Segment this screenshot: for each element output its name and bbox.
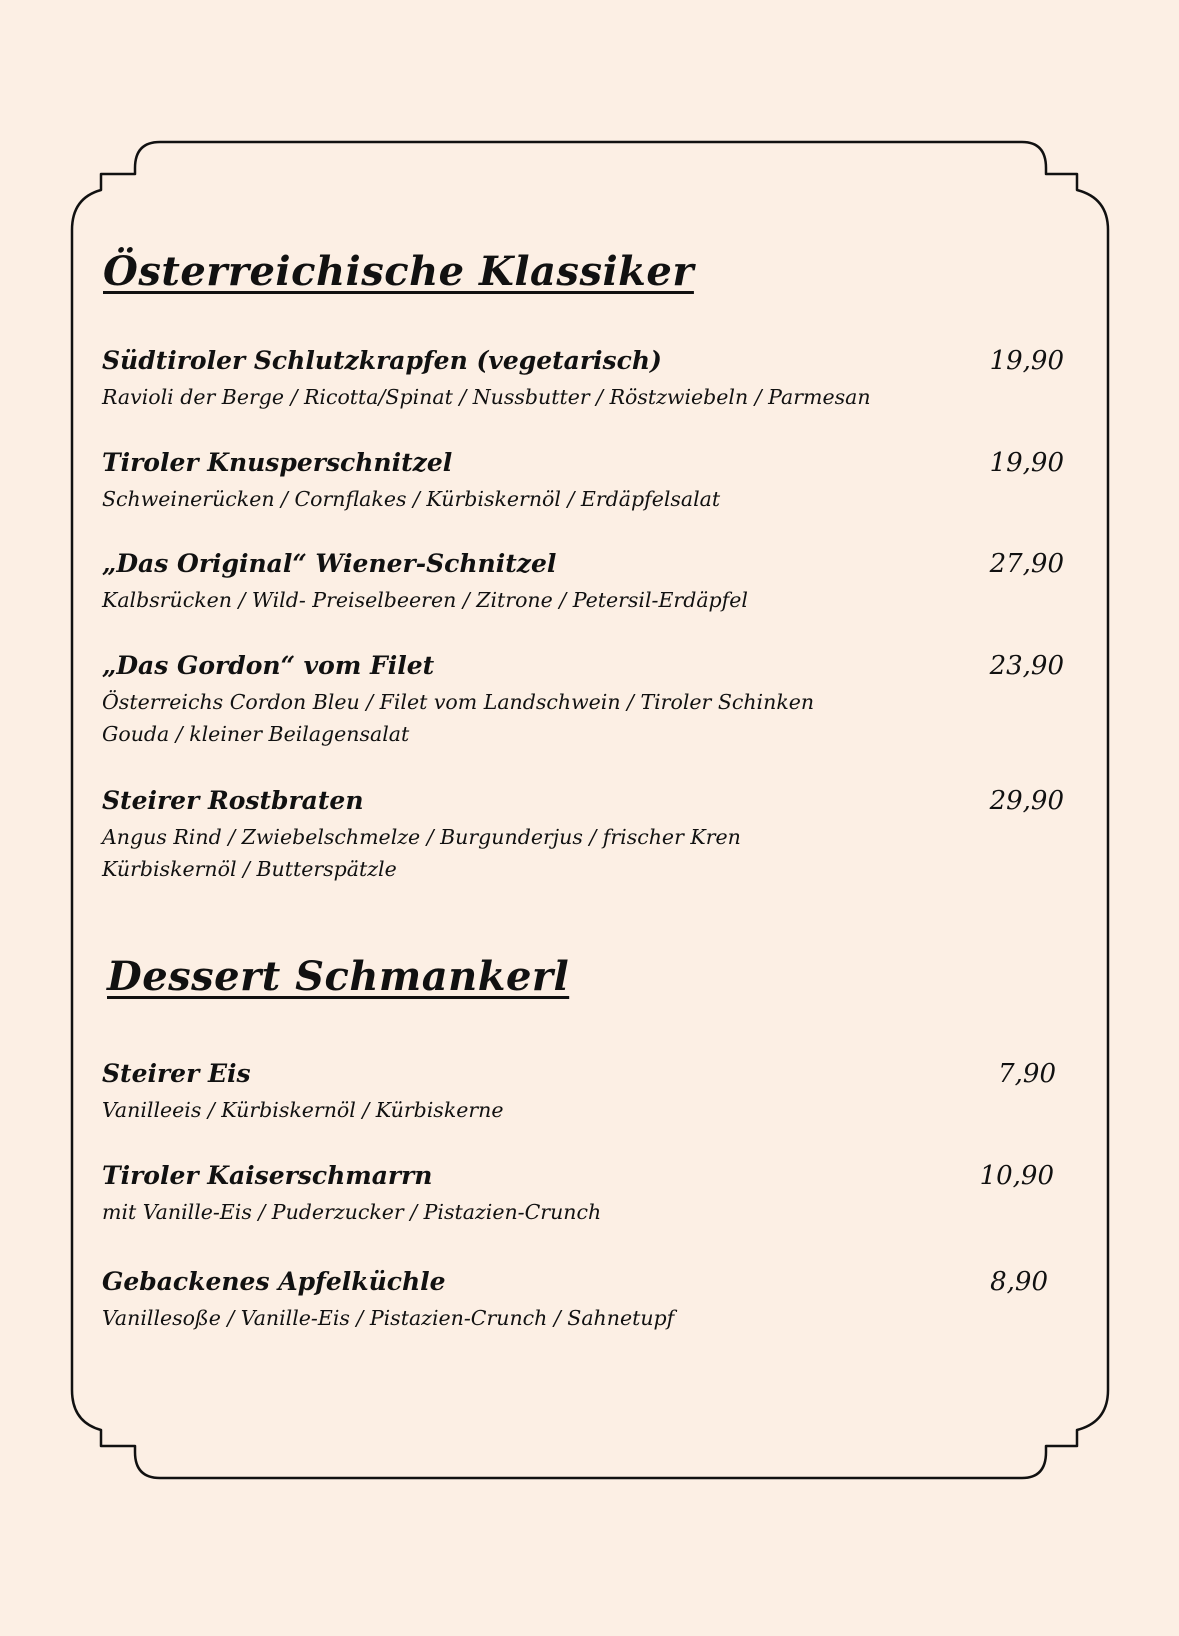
menu-item-description: Angus Rind / Zwiebelschmelze / Burgunderjus / frischer Kren — [102, 825, 741, 849]
menu-item-name: Gebackenes Apfelküchle — [102, 1267, 446, 1296]
menu-item-description: Kürbiskernöl / Butterspätzle — [102, 857, 397, 881]
menu-item-price: 29,90 — [989, 786, 1064, 816]
menu-item-description: Schweinerücken / Cornflakes / Kürbiskernöl / Erdäpfelsalat — [102, 487, 721, 511]
menu-item-price: 19,90 — [989, 346, 1064, 376]
menu-item-name: Steirer Eis — [102, 1059, 251, 1088]
menu-item-price: 23,90 — [989, 651, 1064, 681]
menu-item-price: 27,90 — [989, 549, 1064, 579]
menu-item-name: Steirer Rostbraten — [102, 786, 364, 815]
menu-item-name: Tiroler Kaiserschmarrn — [102, 1161, 433, 1190]
menu-item-price: 7,90 — [998, 1059, 1056, 1089]
menu-item-description: Ravioli der Berge / Ricotta/Spinat / Nussbutter / Röstzwiebeln / Parmesan — [102, 385, 871, 409]
menu-item-description: Kalbsrücken / Wild- Preiselbeeren / Zitrone / Petersil-Erdäpfel — [102, 588, 748, 612]
menu-item-description: Österreichs Cordon Bleu / Filet vom Landschwein / Tiroler Schinken — [102, 690, 815, 714]
menu-item-name: „Das Original“ Wiener-Schnitzel — [102, 549, 557, 578]
menu-item-description: mit Vanille-Eis / Puderzucker / Pistazien-Crunch — [102, 1200, 602, 1224]
menu-item-name: Tiroler Knusperschnitzel — [102, 448, 453, 477]
menu-item-name: Südtiroler Schlutzkrapfen (vegetarisch) — [102, 346, 662, 375]
menu-item-price: 19,90 — [989, 448, 1064, 478]
menu-item-name: „Das Gordon“ vom Filet — [102, 651, 435, 680]
menu-item-description: Vanilleeis / Kürbiskernöl / Kürbiskerne — [102, 1098, 504, 1122]
menu-item-description: Gouda / kleiner Beilagensalat — [102, 722, 410, 746]
menu-item-description: Vanillesoße / Vanille-Eis / Pistazien-Crunch / Sahnetupf — [102, 1306, 675, 1330]
section-title-dessert: Dessert Schmankerl — [107, 953, 570, 1000]
section-title-klassiker: Österreichische Klassiker — [103, 248, 694, 295]
menu-item-price: 10,90 — [979, 1161, 1054, 1191]
menu-item-price: 8,90 — [990, 1267, 1048, 1297]
